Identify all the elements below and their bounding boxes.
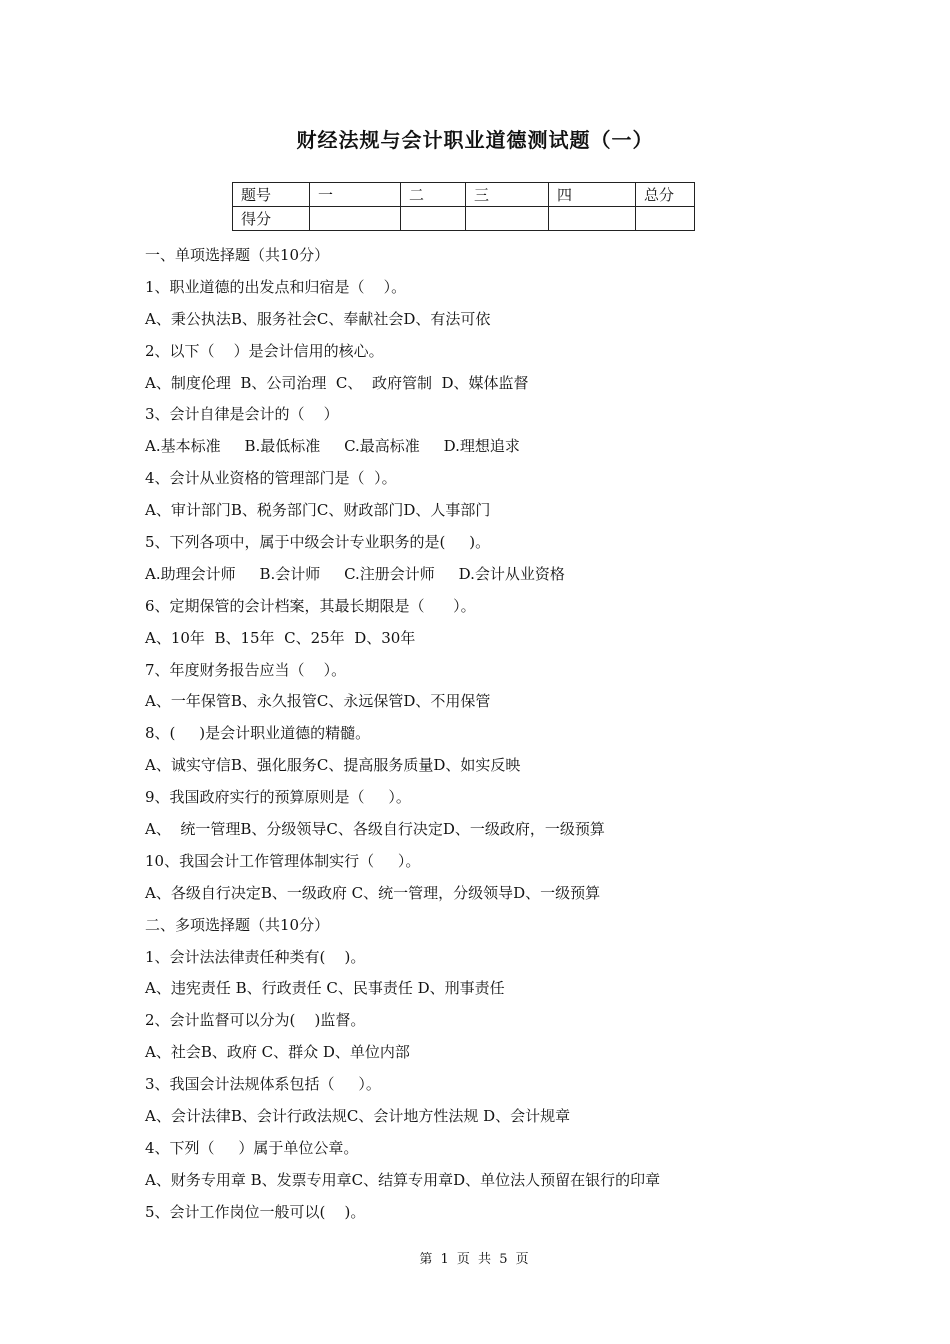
score-cell: [310, 207, 401, 231]
text-line: 一、单项选择题（共10分）: [145, 246, 330, 264]
text-line: 2、以下（ ）是会计信用的核心。: [145, 341, 384, 360]
text-line: 4、会计从业资格的管理部门是（ ）。: [145, 469, 397, 488]
text-line: A.助理会计师 B.会计师 C.注册会计师 D.会计从业资格: [145, 564, 565, 583]
text-line: 1、职业道德的出发点和归宿是（ ）。: [145, 277, 407, 296]
score-table-header-row: [233, 183, 695, 207]
document-title: 财经法规与会计职业道德测试题（一）: [296, 128, 654, 152]
text-line: A、诚实守信B、强化服务C、提高服务质量D、如实反映: [145, 756, 521, 775]
text-line: A、违宪责任 B、行政责任 C、民事责任 D、刑事责任: [145, 979, 505, 998]
score-header-cell: 总分: [636, 183, 695, 207]
score-header-cell: 一: [310, 183, 401, 207]
text-line: 3、我国会计法规体系包括（ ）。: [145, 1075, 381, 1094]
text-line: 6、定期保管的会计档案，其最长期限是（ ）。: [145, 596, 476, 615]
text-line: A、财务专用章 B、发票专用章C、结算专用章D、单位法人预留在银行的印章: [145, 1170, 661, 1189]
text-line: A、 统一管理B、分级领导C、各级自行决定D、一级政府，一级预算: [145, 820, 605, 839]
question-list: [145, 240, 885, 1229]
score-cell: [636, 207, 695, 231]
score-cell: [549, 207, 636, 231]
score-table: [232, 182, 695, 231]
score-header-cell: 三: [466, 183, 549, 207]
text-line: 8、( )是会计职业道德的精髓。: [145, 724, 371, 743]
text-line: A、会计法律B、会计行政法规C、会计地方性法规 D、会计规章: [145, 1107, 571, 1126]
text-line: A.基本标准 B.最低标准 C.最高标准 D.理想追求: [145, 437, 520, 456]
score-cell: [401, 207, 466, 231]
text-line: A、社会B、政府 C、群众 D、单位内部: [145, 1043, 410, 1062]
text-line: A、10年 B、15年 C、25年 D、30年: [145, 628, 416, 647]
text-line: A、制度伦理 B、公司治理 C、 政府管制 D、媒体监督: [145, 373, 529, 392]
text-line: 9、我国政府实行的预算原则是（ ）。: [145, 788, 411, 807]
text-line: A、秉公执法B、服务社会C、奉献社会D、有法可依: [145, 309, 491, 328]
score-header-cell: 四: [549, 183, 636, 207]
text-line: 二、多项选择题（共10分）: [145, 915, 330, 934]
text-line: 2、会计监督可以分为( )监督。: [145, 1011, 366, 1030]
page-number: 第 1 页 共 5 页: [419, 1252, 531, 1267]
score-header-cell: 题号: [233, 183, 310, 207]
score-row-label: 得分: [233, 207, 310, 231]
text-line: 1、会计法法律责任种类有( )。: [145, 947, 366, 966]
text-line: A、一年保管B、永久报管C、永远保管D、不用保管: [145, 692, 491, 711]
text-line: 5、下列各项中，属于中级会计专业职务的是( )。: [145, 533, 491, 552]
score-table-score-row: [233, 207, 695, 231]
text-line: A、各级自行决定B、一级政府 C、统一管理，分级领导D、一级预算: [145, 883, 601, 902]
score-cell: [466, 207, 549, 231]
text-line: 10、我国会计工作管理体制实行（ ）。: [145, 851, 421, 870]
text-line: 5、会计工作岗位一般可以( )。: [145, 1202, 366, 1221]
text-line: 4、下列（ ）属于单位公章。: [145, 1138, 359, 1157]
score-header-cell: 二: [401, 183, 466, 207]
text-line: A、审计部门B、税务部门C、财政部门D、人事部门: [145, 501, 491, 520]
text-line: 7、年度财务报告应当（ ）。: [145, 660, 347, 679]
text-line: 3、会计自律是会计的（ ）: [145, 405, 339, 424]
